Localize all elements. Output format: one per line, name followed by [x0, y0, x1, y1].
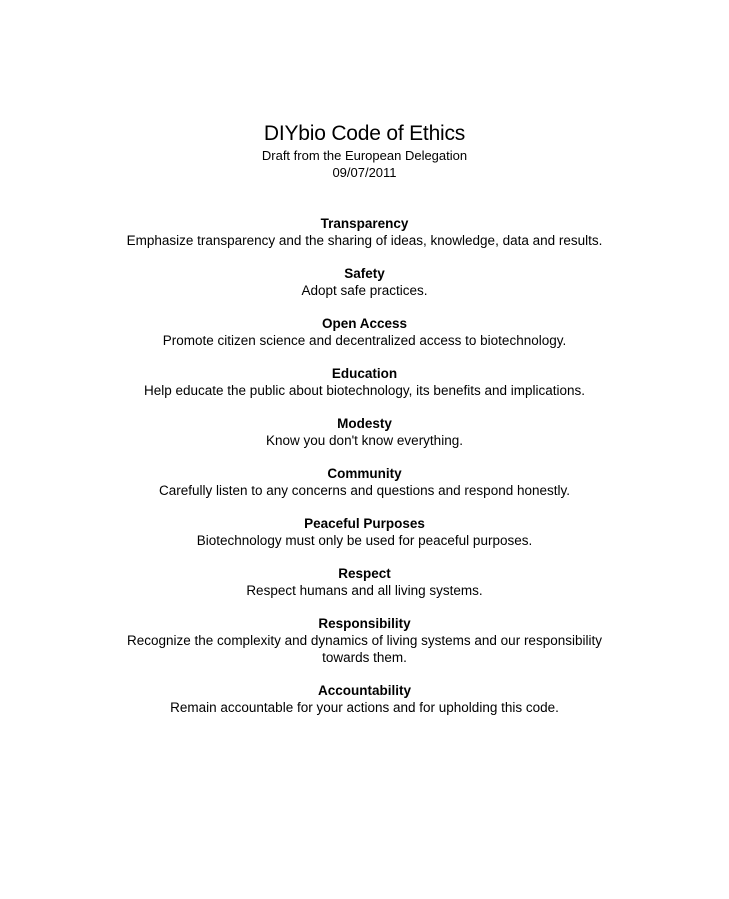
ethics-sections: [0, 215, 729, 732]
section-text: Respect humans and all living systems.: [246, 583, 483, 598]
section-text: Adopt safe practices.: [301, 283, 428, 298]
section-respect: [0, 565, 729, 599]
section-heading: Modesty: [337, 416, 392, 431]
section-education: [0, 365, 729, 399]
section-heading: Safety: [344, 266, 385, 281]
section-heading: Responsibility: [318, 616, 411, 631]
section-heading: Transparency: [320, 216, 409, 231]
document-title: DIYbio Code of Ethics: [263, 122, 466, 145]
section-peaceful-purposes: [0, 515, 729, 549]
section-heading: Education: [331, 366, 398, 381]
section-community: [0, 465, 729, 499]
section-heading: Respect: [338, 566, 391, 581]
section-open-access: [0, 315, 729, 349]
section-heading: Community: [327, 466, 402, 481]
section-text: Biotechnology must only be used for peaceful purposes.: [196, 533, 533, 548]
section-heading: Open Access: [321, 316, 408, 331]
section-text: Recognize the complexity and dynamics of living systems and our responsibility towards them.: [127, 633, 602, 665]
section-accountability: [0, 682, 729, 716]
section-text: Emphasize transparency and the sharing of ideas, knowledge, data and results.: [126, 233, 603, 248]
section-text: Remain accountable for your actions and for upholding this code.: [170, 700, 559, 715]
section-safety: [0, 265, 729, 299]
section-modesty: [0, 415, 729, 449]
section-transparency: [0, 215, 729, 249]
section-heading: Peaceful Purposes: [304, 516, 425, 531]
section-text: Help educate the public about biotechnology, its benefits and implications.: [143, 383, 586, 398]
document-subtitle: Draft from the European Delegation: [261, 148, 468, 163]
document-date: 09/07/2011: [332, 165, 397, 180]
document-header: [0, 121, 729, 181]
section-heading: Accountability: [317, 683, 411, 698]
section-text: Promote citizen science and decentralized access to biotechnology.: [162, 333, 567, 348]
section-text: Know you don't know everything.: [266, 433, 463, 448]
section-text: Carefully listen to any concerns and questions and respond honestly.: [159, 483, 570, 498]
section-responsibility: [0, 615, 729, 666]
